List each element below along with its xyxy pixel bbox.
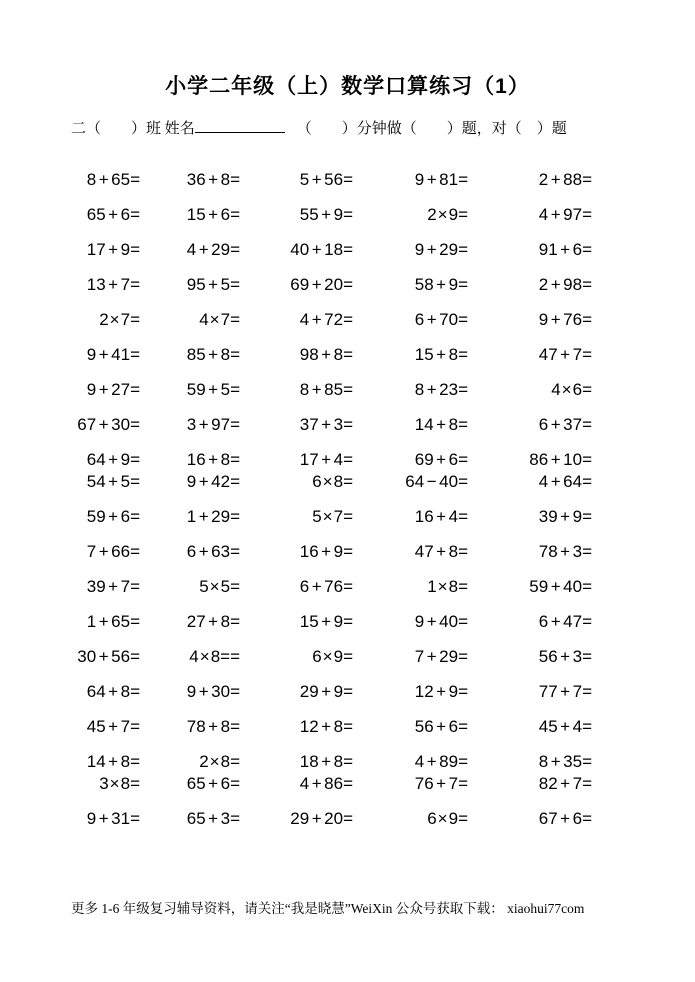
- problem-row: [58, 345, 592, 380]
- problem-cell: 4 + 29=: [186, 240, 240, 259]
- problem-cell: 4 + 86=: [299, 774, 353, 793]
- operator-plus: +: [560, 774, 571, 793]
- operator-plus: +: [98, 809, 109, 828]
- problem-cell: 39 + 7=: [86, 577, 140, 596]
- problem-cell: 7 + 29=: [414, 647, 468, 666]
- operator-plus: +: [550, 752, 561, 771]
- problem-cell: 17 + 9=: [86, 240, 140, 259]
- operator-times: ×: [322, 647, 333, 666]
- problem-cell: 69 + 20=: [290, 275, 353, 294]
- operator-plus: +: [426, 612, 437, 631]
- problem-cell: 65 + 6=: [86, 205, 140, 224]
- operator-plus: +: [550, 170, 561, 189]
- operator-plus: +: [560, 240, 571, 259]
- problem-row: [58, 380, 592, 415]
- operator-times: ×: [561, 380, 572, 399]
- operator-plus: +: [311, 170, 322, 189]
- problem-cell: 6×9=: [427, 809, 468, 828]
- problem-cell: 2×9=: [427, 205, 468, 224]
- problem-cell: 9 + 29=: [414, 240, 468, 259]
- problem-cell: 7 + 66=: [86, 542, 140, 561]
- operator-plus: +: [108, 682, 119, 701]
- operator-plus: +: [208, 205, 219, 224]
- problem-cell: 6 + 76=: [299, 577, 353, 596]
- operator-plus: +: [550, 450, 561, 469]
- problem-cell: 9 + 31=: [86, 809, 140, 828]
- operator-plus: +: [321, 415, 332, 434]
- operator-plus: +: [208, 612, 219, 631]
- operator-plus: +: [108, 717, 119, 736]
- problem-row: [58, 717, 592, 752]
- operator-times: ×: [209, 577, 220, 596]
- worksheet-title: 小学二年级（上）数学口算练习（1）: [165, 75, 530, 98]
- operator-times: ×: [199, 647, 210, 666]
- operator-plus: +: [436, 450, 447, 469]
- problem-row: [58, 240, 592, 275]
- operator-plus: +: [208, 380, 219, 399]
- operator-plus: +: [426, 647, 437, 666]
- problem-row: [58, 774, 592, 809]
- problem-cell: 98 + 8=: [299, 345, 353, 364]
- operator-plus: +: [321, 752, 332, 771]
- problem-cell: 30 + 56=: [77, 647, 140, 666]
- problem-cell: 3×8=: [99, 774, 140, 793]
- problem-cell: 6×8=: [312, 472, 353, 491]
- operator-plus: +: [436, 507, 447, 526]
- problem-cell: 2 + 98=: [538, 275, 592, 294]
- problem-cell: 9 + 81=: [414, 170, 468, 189]
- operator-plus: +: [436, 717, 447, 736]
- operator-plus: +: [426, 240, 437, 259]
- operator-plus: +: [436, 774, 447, 793]
- problem-cell: 1 + 29=: [186, 507, 240, 526]
- operator-plus: +: [311, 275, 322, 294]
- operator-plus: +: [98, 542, 109, 561]
- operator-plus: +: [550, 577, 561, 596]
- problem-cell: 77 + 7=: [538, 682, 592, 701]
- problem-row: [58, 205, 592, 240]
- problem-cell: 64 − 40=: [405, 472, 468, 491]
- operator-plus: +: [560, 345, 571, 364]
- operator-plus: +: [98, 612, 109, 631]
- problem-cell: 56 + 6=: [414, 717, 468, 736]
- operator-plus: +: [321, 542, 332, 561]
- problem-cell: 95 + 5=: [186, 275, 240, 294]
- operator-plus: +: [98, 380, 109, 399]
- operator-plus: +: [108, 205, 119, 224]
- operator-plus: +: [321, 205, 332, 224]
- operator-plus: +: [198, 415, 209, 434]
- problem-cell: 59 + 6=: [86, 507, 140, 526]
- operator-plus: +: [108, 752, 119, 771]
- problem-cell: 45 + 7=: [86, 717, 140, 736]
- operator-plus: +: [426, 170, 437, 189]
- problem-cell: 67 + 30=: [77, 415, 140, 434]
- problem-cell: 85 + 8=: [186, 345, 240, 364]
- problem-row: [58, 275, 592, 310]
- operator-plus: +: [311, 577, 322, 596]
- problem-cell: 55 + 9=: [299, 205, 353, 224]
- problem-cell: 12 + 9=: [414, 682, 468, 701]
- problem-cell: 1 + 65=: [86, 612, 140, 631]
- problem-cell: 2 + 88=: [538, 170, 592, 189]
- problem-cell: 1×8=: [427, 577, 468, 596]
- problem-cell: 9 + 42=: [186, 472, 240, 491]
- operator-times: ×: [109, 310, 120, 329]
- problem-cell: 17 + 4=: [299, 450, 353, 469]
- operator-plus: +: [550, 472, 561, 491]
- problem-cell: 15 + 8=: [414, 345, 468, 364]
- operator-plus: +: [311, 774, 322, 793]
- problem-row: [58, 507, 592, 542]
- operator-plus: +: [311, 380, 322, 399]
- operator-plus: +: [208, 450, 219, 469]
- operator-times: ×: [437, 809, 448, 828]
- problem-cell: 29 + 9=: [299, 682, 353, 701]
- problem-cell: 65 + 6=: [186, 774, 240, 793]
- problem-row: [58, 809, 592, 844]
- operator-plus: +: [550, 415, 561, 434]
- problem-cell: 65 + 3=: [186, 809, 240, 828]
- problem-row: [58, 752, 592, 774]
- problem-cell: 4 + 97=: [538, 205, 592, 224]
- operator-plus: +: [311, 240, 322, 259]
- problem-cell: 4×6=: [551, 380, 592, 399]
- problem-cell: 5×5=: [199, 577, 240, 596]
- info-after-text: （ ）分钟做（ ）题，对（ ）题: [296, 121, 567, 137]
- problem-cell: 5×7=: [312, 507, 353, 526]
- problem-cell: 78 + 3=: [538, 542, 592, 561]
- problem-cell: 6 + 70=: [414, 310, 468, 329]
- info-before-text: 二（ ）班 姓名: [71, 121, 195, 137]
- problem-cell: 47 + 7=: [538, 345, 592, 364]
- problem-row: [58, 647, 592, 682]
- operator-plus: +: [98, 415, 109, 434]
- problem-cell: 76 + 7=: [414, 774, 468, 793]
- operator-plus: +: [426, 752, 437, 771]
- problem-row: [58, 170, 592, 205]
- problem-cell: 4 + 72=: [299, 310, 353, 329]
- operator-plus: +: [560, 542, 571, 561]
- problem-row: [58, 310, 592, 345]
- problem-cell: 8 + 35=: [538, 752, 592, 771]
- problem-row: [58, 682, 592, 717]
- problem-cell: 4 + 64=: [538, 472, 592, 491]
- problem-cell: 39 + 9=: [538, 507, 592, 526]
- problem-cell: 64 + 9=: [86, 450, 140, 469]
- operator-plus: +: [426, 310, 437, 329]
- problem-cell: 40 + 18=: [290, 240, 353, 259]
- problem-cell: 91 + 6=: [538, 240, 592, 259]
- problem-cell: 16 + 8=: [186, 450, 240, 469]
- problem-cell: 82 + 7=: [538, 774, 592, 793]
- operator-plus: +: [311, 809, 322, 828]
- operator-plus: +: [550, 275, 561, 294]
- operator-plus: +: [321, 612, 332, 631]
- problem-cell: 12 + 8=: [299, 717, 353, 736]
- operator-plus: +: [198, 682, 209, 701]
- problem-cell: 4×8==: [189, 647, 240, 666]
- operator-plus: +: [311, 310, 322, 329]
- operator-plus: +: [321, 450, 332, 469]
- problem-cell: 8 + 85=: [299, 380, 353, 399]
- problem-cell: 18 + 8=: [299, 752, 353, 771]
- problem-cell: 27 + 8=: [186, 612, 240, 631]
- problem-cell: 86 + 10=: [529, 450, 592, 469]
- problem-cell: 5 + 56=: [299, 170, 353, 189]
- operator-times: ×: [209, 310, 220, 329]
- problem-cell: 78 + 8=: [186, 717, 240, 736]
- problem-cell: 9 + 27=: [86, 380, 140, 399]
- problem-cell: 2×7=: [99, 310, 140, 329]
- problem-cell: 9 + 40=: [414, 612, 468, 631]
- problem-cell: 64 + 8=: [86, 682, 140, 701]
- operator-plus: +: [208, 345, 219, 364]
- operator-times: ×: [437, 577, 448, 596]
- problem-cell: 4 + 89=: [414, 752, 468, 771]
- operator-plus: +: [108, 577, 119, 596]
- operator-plus: +: [198, 542, 209, 561]
- operator-plus: +: [560, 647, 571, 666]
- operator-plus: +: [550, 612, 561, 631]
- problem-grid: [58, 170, 592, 844]
- problem-cell: 8 + 65=: [86, 170, 140, 189]
- problem-cell: 9 + 41=: [86, 345, 140, 364]
- problem-cell: 6×9=: [312, 647, 353, 666]
- problem-row: [58, 612, 592, 647]
- operator-plus: +: [560, 717, 571, 736]
- operator-plus: +: [436, 275, 447, 294]
- problem-cell: 9 + 30=: [186, 682, 240, 701]
- problem-row: [58, 415, 592, 450]
- operator-plus: +: [198, 507, 209, 526]
- footer-note: 更多 1-6 年级复习辅导资料，请关注“我是晓慧”WeiXin 公众号获取下载： xiaohui77com: [71, 901, 585, 916]
- problem-cell: 6 + 47=: [538, 612, 592, 631]
- operator-times: ×: [109, 774, 120, 793]
- operator-plus: +: [98, 647, 109, 666]
- operator-plus: +: [108, 275, 119, 294]
- operator-plus: +: [208, 275, 219, 294]
- operator-times: ×: [322, 507, 333, 526]
- problem-cell: 29 + 20=: [290, 809, 353, 828]
- problem-cell: 36 + 8=: [186, 170, 240, 189]
- operator-plus: +: [321, 717, 332, 736]
- problem-cell: 58 + 9=: [414, 275, 468, 294]
- operator-plus: +: [98, 170, 109, 189]
- problem-cell: 59 + 40=: [529, 577, 592, 596]
- problem-cell: 6 + 63=: [186, 542, 240, 561]
- operator-plus: +: [426, 380, 437, 399]
- problem-cell: 9 + 76=: [538, 310, 592, 329]
- problem-cell: 2×8=: [199, 752, 240, 771]
- operator-plus: +: [550, 310, 561, 329]
- problem-cell: 14 + 8=: [86, 752, 140, 771]
- operator-times: ×: [322, 472, 333, 491]
- operator-plus: +: [108, 507, 119, 526]
- operator-plus: +: [108, 472, 119, 491]
- operator-plus: +: [98, 345, 109, 364]
- problem-cell: 14 + 8=: [414, 415, 468, 434]
- operator-times: ×: [209, 752, 220, 771]
- info-line: [71, 117, 655, 138]
- operator-plus: +: [436, 542, 447, 561]
- problem-row: [58, 472, 592, 507]
- operator-plus: +: [208, 170, 219, 189]
- problem-cell: 16 + 4=: [414, 507, 468, 526]
- problem-cell: 59 + 5=: [186, 380, 240, 399]
- problem-cell: 15 + 6=: [186, 205, 240, 224]
- problem-cell: 13 + 7=: [86, 275, 140, 294]
- operator-plus: +: [436, 415, 447, 434]
- operator-plus: +: [198, 240, 209, 259]
- problem-row: [58, 577, 592, 612]
- operator-plus: +: [321, 345, 332, 364]
- operator-times: ×: [437, 205, 448, 224]
- operator-plus: +: [208, 717, 219, 736]
- operator-plus: +: [321, 682, 332, 701]
- operator-plus: +: [108, 450, 119, 469]
- operator-minus: −: [426, 472, 437, 491]
- problem-cell: 8 + 23=: [414, 380, 468, 399]
- problem-cell: 47 + 8=: [414, 542, 468, 561]
- problem-cell: 45 + 4=: [538, 717, 592, 736]
- problem-cell: 3 + 97=: [186, 415, 240, 434]
- problem-cell: 4×7=: [199, 310, 240, 329]
- problem-cell: 37 + 3=: [299, 415, 353, 434]
- operator-plus: +: [550, 205, 561, 224]
- operator-plus: +: [436, 682, 447, 701]
- operator-plus: +: [436, 345, 447, 364]
- problem-cell: 16 + 9=: [299, 542, 353, 561]
- problem-cell: 56 + 3=: [538, 647, 592, 666]
- operator-plus: +: [208, 774, 219, 793]
- operator-plus: +: [108, 240, 119, 259]
- problem-cell: 67 + 6=: [538, 809, 592, 828]
- problem-cell: 6 + 37=: [538, 415, 592, 434]
- problem-cell: 54 + 5=: [86, 472, 140, 491]
- operator-plus: +: [560, 809, 571, 828]
- problem-row: [58, 542, 592, 577]
- operator-plus: +: [198, 472, 209, 491]
- problem-cell: 69 + 6=: [414, 450, 468, 469]
- operator-plus: +: [560, 507, 571, 526]
- name-blank-line: [195, 117, 285, 133]
- operator-plus: +: [208, 809, 219, 828]
- operator-plus: +: [560, 682, 571, 701]
- problem-cell: 15 + 9=: [299, 612, 353, 631]
- problem-row: [58, 450, 592, 472]
